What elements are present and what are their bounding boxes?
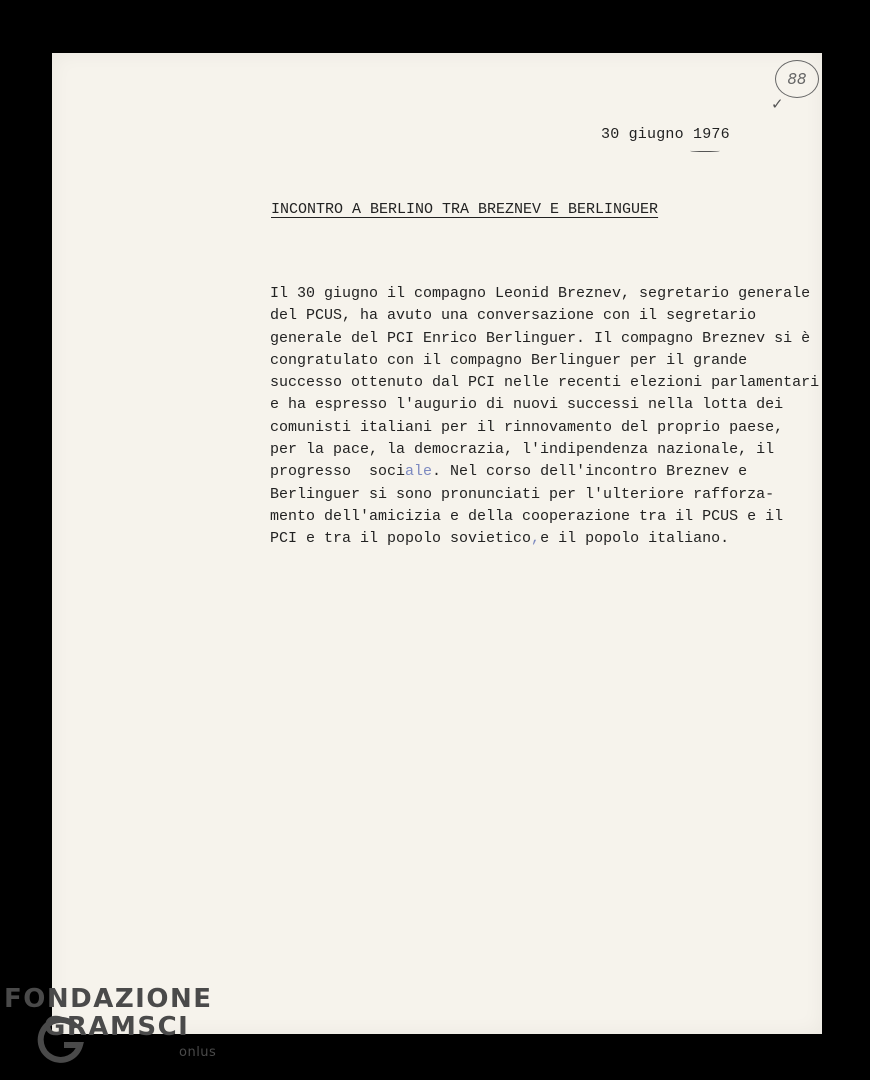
- watermark-line2: GRAMSCI: [44, 1012, 190, 1042]
- fondazione-gramsci-watermark: [4, 984, 217, 1060]
- body-line: Il 30 giugno il compagno Leonid Breznev, segretario generale: [270, 285, 811, 302]
- check-mark-icon: ✓: [771, 95, 784, 113]
- document-body: [270, 283, 830, 551]
- body-line: successo ottenuto dal PCI nelle recenti elezioni parlamentari: [270, 374, 820, 392]
- body-line: [270, 461, 830, 483]
- gramsci-g-logo-icon: [36, 1015, 86, 1065]
- body-line: mento dell'amicizia e della cooperazione tra il PCUS e il: [270, 507, 784, 525]
- body-line: generale del PCI Enrico Berlinguer. Il compagno Breznev si è: [270, 329, 811, 347]
- body-line: per la pace, la democrazia, l'indipendenza nazionale, il: [270, 441, 775, 459]
- handwritten-mark: ,: [531, 530, 541, 548]
- body-line-segment: . Nel corso dell'incontro Breznev e: [432, 463, 748, 481]
- document-title: INCONTRO A BERLINO TRA BREZNEV E BERLINGUER: [271, 201, 659, 218]
- body-line: e ha espresso l'augurio di nuovi successi nella lotta dei: [270, 396, 784, 414]
- body-line: comunisti italiani per il rinnovamento del proprio paese,: [270, 418, 784, 436]
- watermark-line1: FONDAZIONE: [4, 984, 213, 1014]
- handwritten-correction: ale: [405, 463, 433, 481]
- document-date: 30 giugno 1976: [601, 126, 730, 143]
- body-line: Berlinguer si sono pronunciati per l'ulteriore rafforza-: [270, 485, 775, 503]
- page-number-stamp: 88: [775, 60, 819, 98]
- body-line-segment: progresso soci: [270, 463, 406, 481]
- body-line: congratulato con il compagno Berlinguer per il grande: [270, 351, 748, 369]
- body-line-segment: e il popolo italiano.: [540, 530, 730, 548]
- watermark-onlus: onlus: [179, 1045, 217, 1060]
- body-line: del PCUS, ha avuto una conversazione con il segretario: [270, 307, 757, 325]
- body-line: [270, 528, 830, 550]
- body-line-segment: PCI e tra il popolo sovietico: [270, 530, 532, 548]
- date-underline-mark: [690, 149, 720, 152]
